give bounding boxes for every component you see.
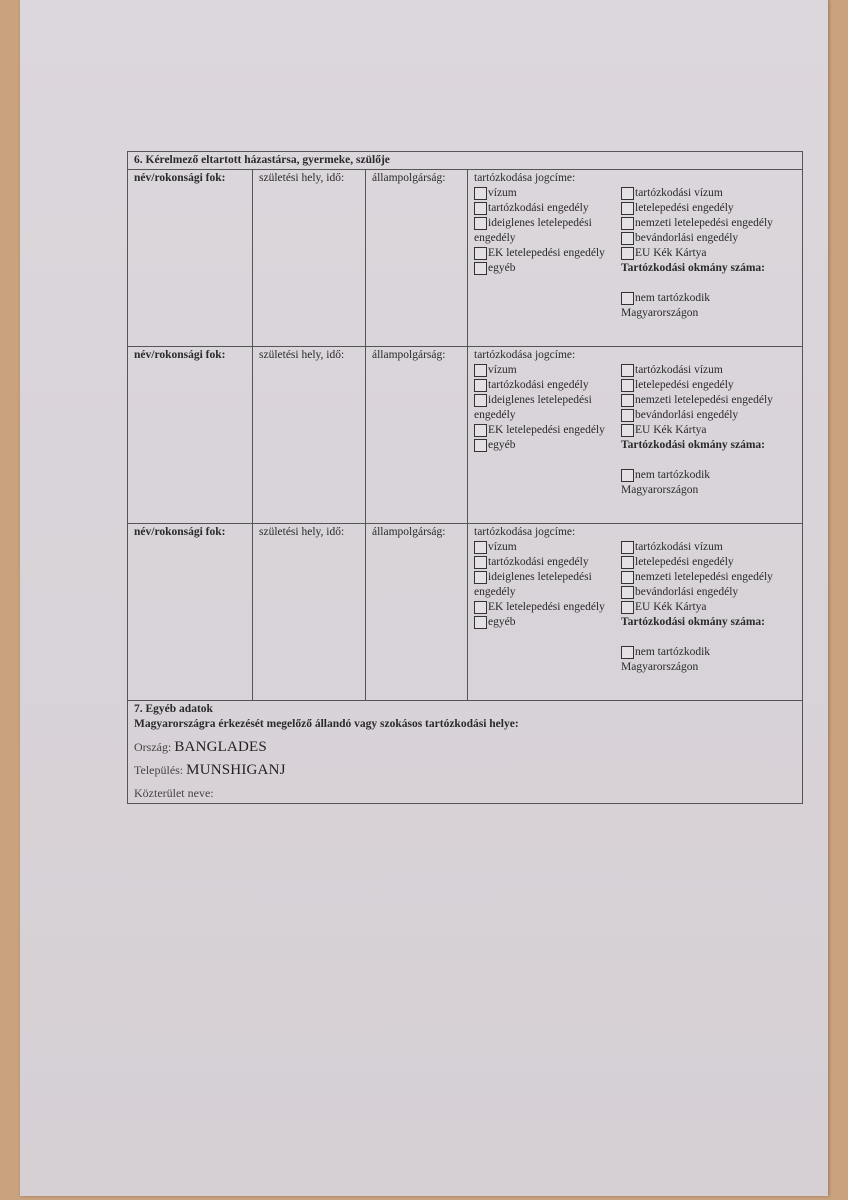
citizenship-field-label: állampolgárság:: [372, 172, 446, 184]
name-relation-field-label: név/rokonsági fok:: [134, 349, 226, 361]
residence-option[interactable]: [621, 363, 796, 378]
residence-option[interactable]: [621, 540, 796, 555]
citizenship-field[interactable]: [366, 347, 468, 523]
checkbox[interactable]: [474, 541, 487, 554]
checkbox-label: tartózkodási engedély: [488, 556, 589, 568]
country-field[interactable]: [134, 740, 796, 755]
checkbox-label: egyéb: [488, 439, 516, 451]
citizenship-field-label: állampolgárság:: [372, 526, 446, 538]
country-label: Ország:: [134, 740, 172, 754]
not-residing-option[interactable]: [621, 468, 796, 483]
checkbox[interactable]: [474, 187, 487, 200]
checkbox[interactable]: [474, 571, 487, 584]
checkbox-label: nem tartózkodik: [635, 469, 711, 481]
checkbox-label: bevándorlási engedély: [635, 586, 739, 598]
residence-status-field: [468, 170, 802, 346]
dependant-block: [128, 524, 802, 701]
checkbox-label: EU Kék Kártya: [635, 247, 707, 259]
birth-place-date-field-label: születési hely, idő:: [259, 349, 345, 361]
not-residing-label-cont: Magyarországon: [621, 484, 699, 496]
residence-option[interactable]: [474, 246, 621, 261]
name-relation-field[interactable]: [128, 170, 253, 346]
residence-option[interactable]: [621, 555, 796, 570]
checkbox[interactable]: [621, 217, 634, 230]
checkbox-label: vízum: [488, 364, 517, 376]
checkbox-label: ideiglenes letelepedési: [488, 217, 592, 229]
checkbox-label: nem tartózkodik: [635, 646, 711, 658]
street-label: Közterület neve:: [134, 786, 214, 800]
checkbox[interactable]: [621, 541, 634, 554]
checkbox-label: vízum: [488, 541, 517, 553]
section-7-subtitle: Magyarországra érkezését megelőző állandó vagy szokásos tartózkodási helye:: [134, 718, 519, 730]
street-field[interactable]: [134, 786, 796, 801]
checkbox-label: letelepedési engedély: [635, 556, 734, 568]
checkbox[interactable]: [621, 364, 634, 377]
checkbox[interactable]: [474, 379, 487, 392]
section-7-title: 7. Egyéb adatok: [134, 703, 213, 715]
dependant-block: [128, 170, 802, 347]
residence-status-field: [468, 524, 802, 700]
residence-status-title: tartózkodása jogcíme:: [474, 349, 576, 361]
section-7: [128, 701, 802, 803]
checkbox-label: letelepedési engedély: [635, 379, 734, 391]
dependant-block: [128, 347, 802, 524]
checkbox-label: egyéb: [488, 262, 516, 274]
checkbox-label: tartózkodási engedély: [488, 202, 589, 214]
birth-place-date-field[interactable]: [253, 524, 366, 700]
checkbox[interactable]: [474, 202, 487, 215]
residence-option[interactable]: [621, 378, 796, 393]
checkbox[interactable]: [621, 232, 634, 245]
checkbox-label: EU Kék Kártya: [635, 601, 707, 613]
checkbox[interactable]: [621, 469, 634, 482]
settlement-label: Település:: [134, 763, 184, 777]
name-relation-field-label: név/rokonsági fok:: [134, 526, 226, 538]
checkbox-label: tartózkodási vízum: [635, 364, 723, 376]
option-continuation: engedély: [474, 586, 516, 598]
checkbox-label: tartózkodási vízum: [635, 187, 723, 199]
checkbox[interactable]: [474, 424, 487, 437]
checkbox[interactable]: [474, 394, 487, 407]
residence-option[interactable]: [474, 201, 621, 216]
checkbox-label: EK letelepedési engedély: [488, 601, 605, 613]
residence-option[interactable]: [474, 378, 621, 393]
checkbox-label: bevándorlási engedély: [635, 409, 739, 421]
checkbox[interactable]: [474, 247, 487, 260]
not-residing-option[interactable]: [621, 645, 796, 660]
residence-option[interactable]: [621, 246, 796, 261]
checkbox[interactable]: [474, 217, 487, 230]
checkbox[interactable]: [474, 616, 487, 629]
residence-option[interactable]: [621, 216, 796, 231]
residence-option[interactable]: [621, 408, 796, 423]
checkbox[interactable]: [474, 439, 487, 452]
residence-option[interactable]: [474, 261, 621, 276]
country-value: BANGLADES: [174, 739, 267, 755]
checkbox-label: nemzeti letelepedési engedély: [635, 571, 773, 583]
doc-number-label: Tartózkodási okmány száma:: [621, 262, 765, 274]
birth-place-date-field[interactable]: [253, 347, 366, 523]
settlement-field[interactable]: [134, 763, 796, 778]
checkbox[interactable]: [621, 202, 634, 215]
residence-option[interactable]: [621, 585, 796, 600]
checkbox-label: bevándorlási engedély: [635, 232, 739, 244]
checkbox-label: nemzeti letelepedési engedély: [635, 217, 773, 229]
residence-option[interactable]: [474, 540, 621, 555]
birth-place-date-field-label: születési hely, idő:: [259, 172, 345, 184]
checkbox-label: tartózkodási engedély: [488, 379, 589, 391]
residence-option[interactable]: [621, 600, 796, 615]
birth-place-date-field[interactable]: [253, 170, 366, 346]
residence-option[interactable]: [474, 615, 621, 630]
paper-sheet: [20, 0, 828, 1196]
citizenship-field[interactable]: [366, 170, 468, 346]
checkbox[interactable]: [621, 379, 634, 392]
residence-option[interactable]: [474, 393, 621, 408]
doc-number-label: Tartózkodási okmány száma:: [621, 616, 765, 628]
not-residing-option[interactable]: [621, 291, 796, 306]
residence-option[interactable]: [621, 570, 796, 585]
residence-option[interactable]: [474, 423, 621, 438]
citizenship-field-label: állampolgárság:: [372, 349, 446, 361]
checkbox[interactable]: [621, 409, 634, 422]
checkbox-label: tartózkodási vízum: [635, 541, 723, 553]
residence-option[interactable]: [621, 231, 796, 246]
checkbox-label: nem tartózkodik: [635, 292, 711, 304]
residence-option[interactable]: [474, 570, 621, 585]
not-residing-label-cont: Magyarországon: [621, 661, 699, 673]
checkbox-label: EK letelepedési engedély: [488, 424, 605, 436]
checkbox-label: EK letelepedési engedély: [488, 247, 605, 259]
option-continuation: engedély: [474, 232, 516, 244]
residence-option[interactable]: [474, 186, 621, 201]
residence-status-title: tartózkodása jogcíme:: [474, 172, 576, 184]
checkbox[interactable]: [474, 262, 487, 275]
checkbox[interactable]: [474, 556, 487, 569]
residence-status-field: [468, 347, 802, 523]
checkbox-label: nemzeti letelepedési engedély: [635, 394, 773, 406]
checkbox[interactable]: [621, 292, 634, 305]
checkbox-label: letelepedési engedély: [635, 202, 734, 214]
checkbox-label: EU Kék Kártya: [635, 424, 707, 436]
residence-option[interactable]: [474, 555, 621, 570]
checkbox[interactable]: [621, 646, 634, 659]
not-residing-label-cont: Magyarországon: [621, 307, 699, 319]
checkbox[interactable]: [621, 424, 634, 437]
checkbox[interactable]: [474, 601, 487, 614]
checkbox-label: egyéb: [488, 616, 516, 628]
checkbox[interactable]: [621, 556, 634, 569]
checkbox[interactable]: [621, 586, 634, 599]
birth-place-date-field-label: születési hely, idő:: [259, 526, 345, 538]
name-relation-field[interactable]: [128, 524, 253, 700]
settlement-value: MUNSHIGANJ: [186, 762, 286, 778]
checkbox-label: ideiglenes letelepedési: [488, 571, 592, 583]
checkbox[interactable]: [621, 601, 634, 614]
residence-option[interactable]: [474, 438, 621, 453]
option-continuation: engedély: [474, 409, 516, 421]
checkbox-label: vízum: [488, 187, 517, 199]
residence-option[interactable]: [621, 393, 796, 408]
residence-status-title: tartózkodása jogcíme:: [474, 526, 576, 538]
checkbox[interactable]: [474, 364, 487, 377]
checkbox[interactable]: [621, 394, 634, 407]
checkbox[interactable]: [621, 187, 634, 200]
section-6-title: 6. Kérelmező eltartott házastársa, gyermeke, szülője: [128, 152, 802, 170]
residence-option[interactable]: [474, 216, 621, 231]
doc-number-label: Tartózkodási okmány száma:: [621, 439, 765, 451]
name-relation-field-label: név/rokonsági fok:: [134, 172, 226, 184]
application-form: [127, 151, 803, 804]
citizenship-field[interactable]: [366, 524, 468, 700]
checkbox[interactable]: [621, 571, 634, 584]
checkbox[interactable]: [621, 247, 634, 260]
residence-option[interactable]: [621, 186, 796, 201]
checkbox-label: ideiglenes letelepedési: [488, 394, 592, 406]
residence-option[interactable]: [474, 363, 621, 378]
name-relation-field[interactable]: [128, 347, 253, 523]
residence-option[interactable]: [621, 423, 796, 438]
residence-option[interactable]: [474, 600, 621, 615]
residence-option[interactable]: [621, 201, 796, 216]
